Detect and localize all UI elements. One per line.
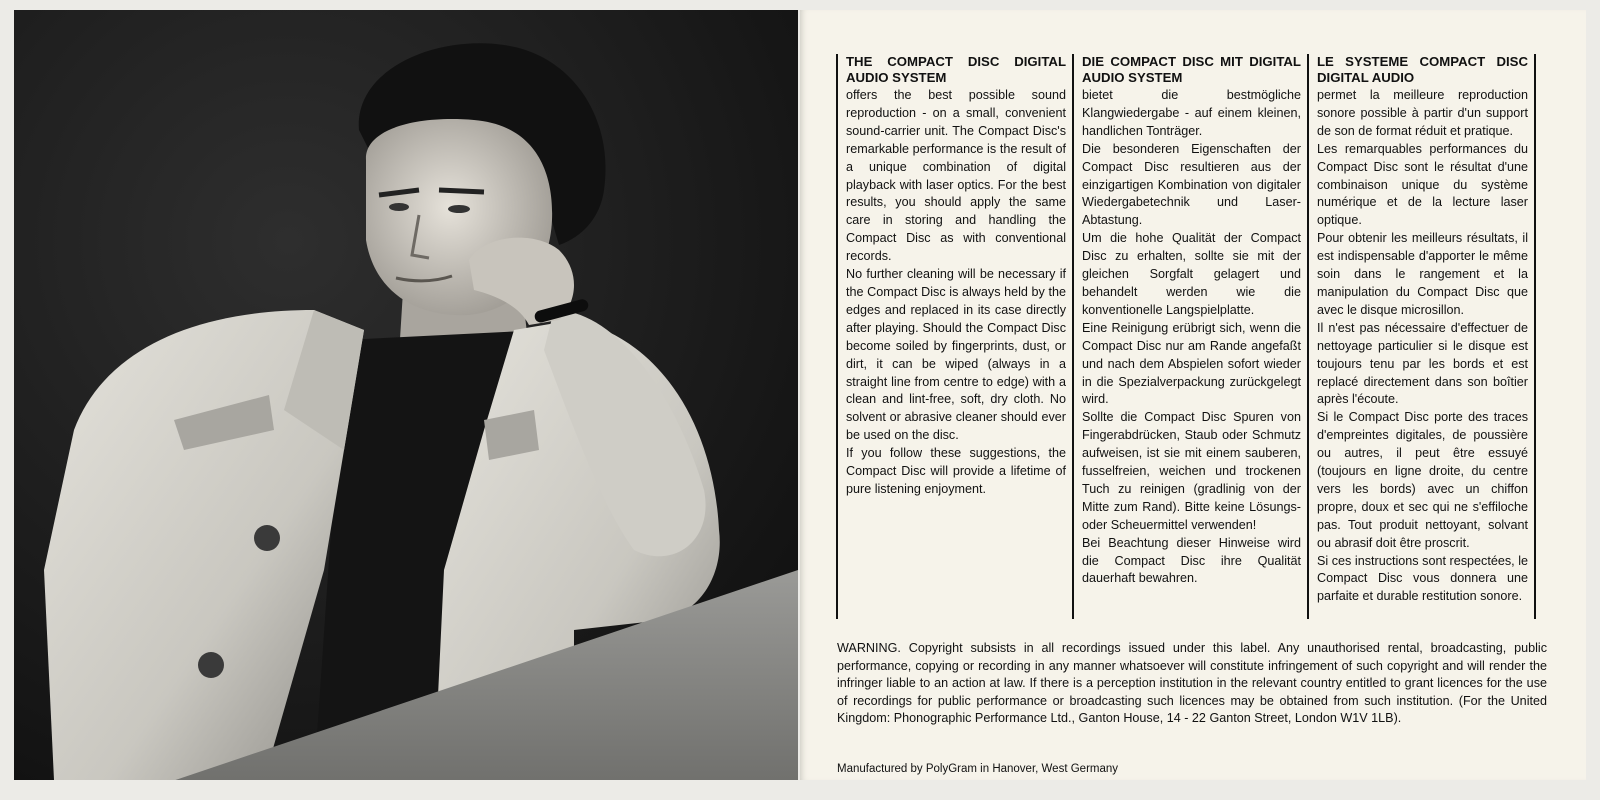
column-title: DIE COMPACT DISC MIT DIGITAL AUDIO SYSTEM — [1082, 54, 1301, 85]
paragraph: Bei Beachtung dieser Hinweise wird die Compact Disc ihre Qualität dauerhaft bewahren. — [1082, 535, 1301, 586]
paragraph: Die besonderen Eigenschaften der Compact Disc resultieren aus der einzigartigen Kombination von digitaler Wiedergabetechnik und Laser-Abtastung. — [1082, 141, 1301, 228]
column-french — [1307, 54, 1536, 619]
care-instructions-columns — [836, 54, 1536, 619]
paragraph: Eine Reinigung erübrigt sich, wenn die Compact Disc nur am Rande angefaßt und nach dem Abspielen sofort wieder in die Spezialverpackung zurückgelegt wird. — [1082, 320, 1301, 407]
copyright-warning: WARNING. Copyright subsists in all recordings issued under this label. Any unauthorised rental, broadcasting, public performance, copying or recording in any manner whatsoever will constitute infringement of such copyright and will render the infringer liable to an action at law. If there is a perception institution in the relevant country entitled to grant licences for the use of recordings for public performance or broadcasting such licences may be obtained from such institution. (For the United Kingdom: Phonographic Performance Ltd., Ganton House, 14 - 22 Ganton Street, London W1V 1LB). — [837, 641, 1547, 726]
portrait-photo-icon — [14, 10, 798, 780]
column-english — [836, 54, 1072, 619]
portrait-photo — [14, 10, 798, 780]
column-title: THE COMPACT DISC DIGITAL AUDIO SYSTEM — [846, 54, 1066, 85]
booklet-text-page — [800, 10, 1586, 780]
manufacturer-note: Manufactured by PolyGram in Hanover, West Germany — [837, 763, 1119, 775]
paragraph: Pour obtenir les meilleurs résultats, il est indispensable d'apporter le même soin dans le rangement et la manipulation du Compact Disc que avec le disque microsillon. — [1317, 231, 1528, 317]
paragraph: Um die hohe Qualität der Compact Disc zu erhalten, sollte sie mit der gleichen Sorgfalt gelagert und behandelt werden wie die konventionelle Langspielplatte. — [1082, 231, 1301, 317]
paragraph: permet la meilleure reproduction sonore possible à partir d'un support de son de format réduit et pratique. — [1317, 88, 1528, 138]
column-title: LE SYSTEME COMPACT DISC DIGITAL AUDIO — [1317, 54, 1528, 85]
paragraph: Les remarquables performances du Compact Disc sont le résultat d'une combinaison unique du système numérique et de la lecture laser optique. — [1317, 141, 1528, 228]
paragraph: Si ces instructions sont respectées, le Compact Disc vous donnera une parfaite et durable restitution sonore. — [1317, 553, 1528, 604]
column-german — [1072, 54, 1307, 619]
paragraph: Si le Compact Disc porte des traces d'empreintes digitales, de poussière ou autres, il peut être essuyé (toujours en ligne droite, du centre vers les bords) avec un chiffon propre, doux et sec qui ne s'effiloche pas. Tout produit nettoyant, solvant ou abrasif doit être proscrit. — [1317, 410, 1528, 550]
paragraph: No further cleaning will be necessary if the Compact Disc is always held by the edges and replaced in its case directly after playing. Should the Compact Disc become soiled by fingerprints, dust, or dirt, it can be wiped (always in a straight line from centre to edge) with a clean and lint-free, soft, dry cloth. No solvent or abrasive cleaner should ever be used on the disc. — [846, 267, 1066, 443]
paragraph: bietet die bestmögliche Klangwiedergabe - auf einem kleinen, handlichen Tonträger. — [1082, 88, 1301, 138]
paragraph: Il n'est pas nécessaire d'effectuer de nettoyage particulier si le disque est toujours tenu par les bords et est replacé directement dans son boîtier après l'écoute. — [1317, 320, 1528, 407]
paragraph: Sollte die Compact Disc Spuren von Fingerabdrücken, Staub oder Schmutz aufweisen, ist sie mit einem sauberen, fusselfreien, weichen und trockenen Tuch zu reinigen (gradlinig von der Mitte zum Rand). Bitte keine Lösungs- oder Scheuermittel verwenden! — [1082, 410, 1301, 532]
paragraph: If you follow these suggestions, the Compact Disc will provide a lifetime of pure listening enjoyment. — [846, 446, 1066, 496]
paragraph: offers the best possible sound reproduction - on a small, convenient sound-carrier unit. The Compact Disc's remarkable performance is the result of a unique combination of digital playback with laser optics. For the best results, you should apply the same care in storing and handling the Compact Disc as with conventional records. — [846, 88, 1066, 264]
